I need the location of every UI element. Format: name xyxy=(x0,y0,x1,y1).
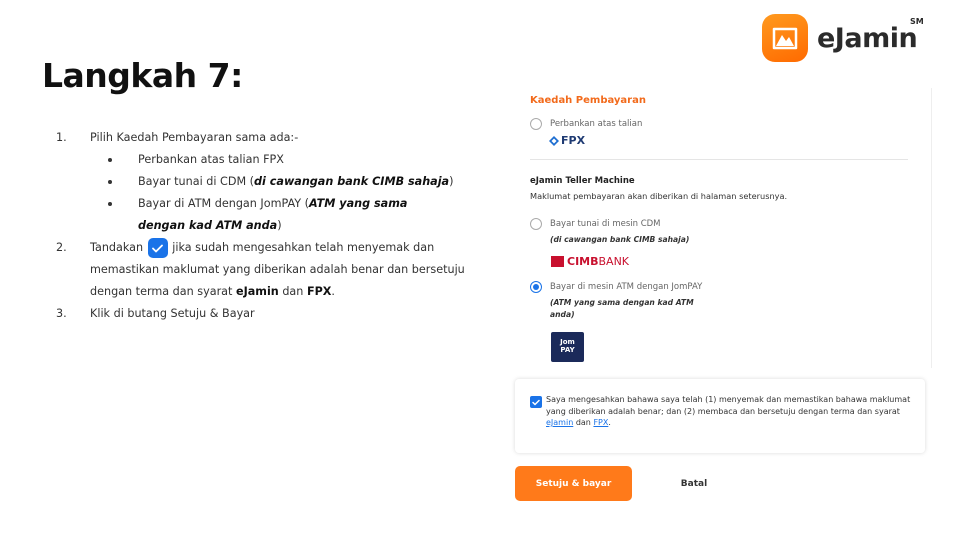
fpx-logo xyxy=(549,134,585,147)
check-icon xyxy=(532,399,540,406)
step-2 xyxy=(56,237,476,303)
section-title: Kaedah Pembayaran xyxy=(530,95,646,106)
step-number: 3. xyxy=(56,307,67,320)
consent-body: Saya mengesahkan bahawa saya telah (1) menyemak dan memastikan bahawa maklumat yang diberikan adalah benar; dan (2) membaca dan bersetuju dengan terma dan syarat xyxy=(546,395,911,416)
online-banking-label: Perbankan atas talian xyxy=(550,119,643,129)
payment-method-bullets xyxy=(74,149,486,237)
ejamin-logo-icon xyxy=(762,14,808,62)
step-number: 2. xyxy=(56,241,67,254)
cimb-bank-logo xyxy=(551,255,629,268)
bullet-item xyxy=(108,149,486,171)
bullet-emphasis: di cawangan bank CIMB sahaja xyxy=(254,175,450,188)
step-text: Pilih Kaedah Pembayaran sama ada:- xyxy=(90,131,299,144)
consent-and: dan xyxy=(575,418,591,427)
step-emphasis: FPX xyxy=(306,285,332,298)
step-text: Tandakan xyxy=(90,241,144,254)
cancel-button[interactable]: Batal xyxy=(680,478,708,489)
consent-box xyxy=(515,379,925,453)
instruction-list xyxy=(56,127,486,325)
agree-and-pay-button[interactable]: Setuju & bayar xyxy=(515,466,632,501)
step-text: jika sudah mengesahkan telah menyemak dan memastikan maklumat yang diberikan adalah benar dan bersetuju dengan terma dan syarat xyxy=(90,241,465,298)
bullet-item xyxy=(108,171,486,193)
radio-atm-jompay[interactable] xyxy=(530,281,542,293)
bullet-text: Bayar tunai di CDM ( xyxy=(138,175,255,188)
brand-name: eJamin xyxy=(817,22,918,54)
checkbox-icon xyxy=(148,238,168,258)
bullet-emphasis: ATM yang sama dengan kad ATM anda xyxy=(138,197,408,232)
bullet-text: ) xyxy=(277,219,282,232)
step-text: Klik di butang Setuju & Bayar xyxy=(90,307,255,320)
cimb-text: CIMB xyxy=(567,255,599,268)
step-number: 1. xyxy=(56,131,67,144)
radio-online-banking[interactable] xyxy=(530,118,542,130)
radio-cdm[interactable] xyxy=(530,218,542,230)
jompay-text: PAY xyxy=(560,346,575,354)
fpx-text: FPX xyxy=(561,134,586,147)
step-3 xyxy=(56,303,486,325)
brand-sm-mark: SM xyxy=(910,17,924,26)
cimb-bank-text: BANK xyxy=(598,255,630,268)
bullet-item xyxy=(108,193,448,237)
ejamin-terms-link[interactable]: eJamin xyxy=(546,418,574,427)
fpx-icon xyxy=(549,136,559,146)
jompay-logo xyxy=(551,332,584,362)
consent-end: . xyxy=(608,418,611,427)
fpx-terms-link[interactable]: FPX xyxy=(593,418,609,427)
atm-sublabel-line2: anda) xyxy=(550,310,575,319)
ejamin-logo xyxy=(762,14,924,62)
bullet-text: Bayar di ATM dengan JomPAY ( xyxy=(138,197,310,210)
consent-text xyxy=(546,394,916,429)
bullet-text: ) xyxy=(449,175,454,188)
step-emphasis: eJamin xyxy=(235,285,279,298)
atm-label: Bayar di mesin ATM dengan JomPAY xyxy=(550,282,703,292)
step-text: dan xyxy=(282,285,304,298)
teller-title: eJamin Teller Machine xyxy=(530,176,635,186)
divider xyxy=(530,159,908,160)
consent-checkbox[interactable] xyxy=(530,396,542,408)
teller-description: Maklumat pembayaran akan diberikan di halaman seterusnya. xyxy=(530,191,788,201)
cimb-icon xyxy=(551,256,564,267)
page-title: Langkah 7: xyxy=(42,56,243,95)
cdm-label: Bayar tunai di mesin CDM xyxy=(550,219,661,229)
payment-method-panel xyxy=(515,88,932,368)
cdm-sublabel: (di cawangan bank CIMB sahaja) xyxy=(550,235,690,244)
bullet-text: Perbankan atas talian FPX xyxy=(138,153,284,166)
step-1 xyxy=(56,127,486,149)
step-text: . xyxy=(331,285,335,298)
jompay-text: Jom xyxy=(560,338,575,346)
atm-sublabel-line1: (ATM yang sama dengan kad ATM xyxy=(550,298,694,307)
